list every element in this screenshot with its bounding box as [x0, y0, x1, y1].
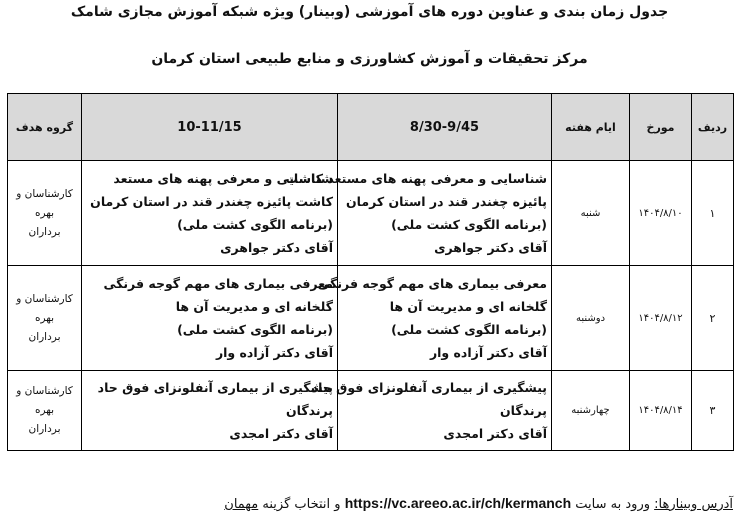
row-number: ۲: [692, 266, 734, 371]
topic-line: شناسایی و معرفی پهنه های مستعد: [113, 171, 333, 186]
topic-line: (برنامه الگوی کشت ملی): [391, 322, 547, 337]
header-target-group: گروه هدف: [8, 94, 82, 161]
presenter-name: آقای دکتر امجدی: [443, 426, 547, 441]
row-number: ۱: [692, 161, 734, 266]
topic-line: پرندگان: [285, 403, 333, 418]
target-group-cell: [8, 161, 82, 266]
row-day: دوشنبه: [552, 266, 630, 371]
row-date: ۱۴۰۴/۸/۱۲: [630, 266, 692, 371]
session-1-cell: [317, 266, 552, 371]
topic-line: پائیزه چغندر قند در استان کرمان: [346, 194, 547, 209]
row-day: شنبه: [552, 161, 630, 266]
header-session-1: 8/30-9/45: [338, 94, 552, 161]
table-row: [8, 371, 734, 451]
topic-line: (برنامه الگوی کشت ملی): [177, 217, 333, 232]
row-date: ۱۴۰۴/۸/۱۰: [630, 161, 692, 266]
topic-line: گلخانه ای و مدیریت آن ها: [175, 299, 333, 314]
presenter-name: آقای دکتر آزاده وار: [215, 345, 333, 360]
row-date: ۱۴۰۴/۸/۱۴: [630, 371, 692, 451]
session-2-cell: [82, 266, 338, 371]
topic-line: پرندگان: [499, 403, 547, 418]
target-group-cell: [8, 266, 82, 371]
header-row-number: ردیف: [692, 94, 734, 161]
topic-line: پیشگیری از بیماری آنفلونزای فوق حاد: [97, 380, 333, 395]
topic-line: کاشت پائیزه چغندر قند در استان کرمان: [90, 194, 333, 209]
topic-line: (برنامه الگوی کشت ملی): [391, 217, 547, 232]
topic-line: گلخانه ای و مدیریت آن ها: [389, 299, 547, 314]
schedule-table: [7, 93, 734, 451]
header-session-2: 10-11/15: [82, 94, 338, 161]
presenter-name: آقای دکتر جواهری: [434, 240, 547, 255]
address-text: ورود به سایت: [575, 497, 650, 512]
document-title: جدول زمان بندی و عناوین دوره های آموزشی (وبینار) ویژه شبکه آموزش مجازی شامک: [70, 4, 669, 20]
topic-line: معرفی بیماری های مهم گوجه فرنگی: [317, 276, 547, 291]
topic-line: شناسایی و معرفی پهنه های مستعد کاشت: [285, 171, 547, 186]
row-day: چهارشنبه: [552, 371, 630, 451]
topic-line: پیشگیری از بیماری آنفلونزای فوق حاد: [311, 380, 547, 395]
table-row: [8, 161, 734, 266]
header-row: [8, 94, 734, 161]
webinar-url-link[interactable]: https://vc.areeo.ac.ir/ch/kermanch: [344, 495, 572, 511]
topic-line: (برنامه الگوی کشت ملی): [177, 322, 333, 337]
address-text: و انتخاب گزینه: [262, 497, 341, 512]
address-label: آدرس وبینارها:: [654, 497, 733, 512]
target-line: برداران: [28, 330, 61, 343]
header-day: ایام هفته: [552, 94, 630, 161]
target-line: کارشناسان و بهره: [16, 385, 73, 416]
header-date: مورخ: [630, 94, 692, 161]
target-line: کارشناسان و بهره: [16, 292, 73, 324]
target-line: برداران: [28, 225, 61, 238]
table-row: [8, 266, 734, 371]
topic-line: معرفی بیماری های مهم گوجه فرنگی: [103, 276, 333, 291]
presenter-name: آقای دکتر جواهری: [220, 240, 333, 255]
guest-option-text: مهمان: [224, 497, 259, 512]
target-group-cell: [8, 371, 82, 451]
session-2-cell: [82, 371, 338, 451]
target-line: برداران: [28, 423, 61, 435]
webinar-address-line: [0, 495, 733, 512]
target-line: کارشناسان و بهره: [16, 187, 73, 219]
presenter-name: آقای دکتر آزاده وار: [429, 345, 547, 360]
presenter-name: آقای دکتر امجدی: [229, 426, 333, 441]
row-number: ۳: [692, 371, 734, 451]
document-subtitle: مرکز تحقیقات و آموزش کشاورزی و منابع طبیعی استان کرمان: [151, 51, 588, 67]
session-1-cell: [285, 161, 552, 266]
session-2-cell: [82, 161, 338, 266]
session-1-cell: [311, 371, 552, 451]
